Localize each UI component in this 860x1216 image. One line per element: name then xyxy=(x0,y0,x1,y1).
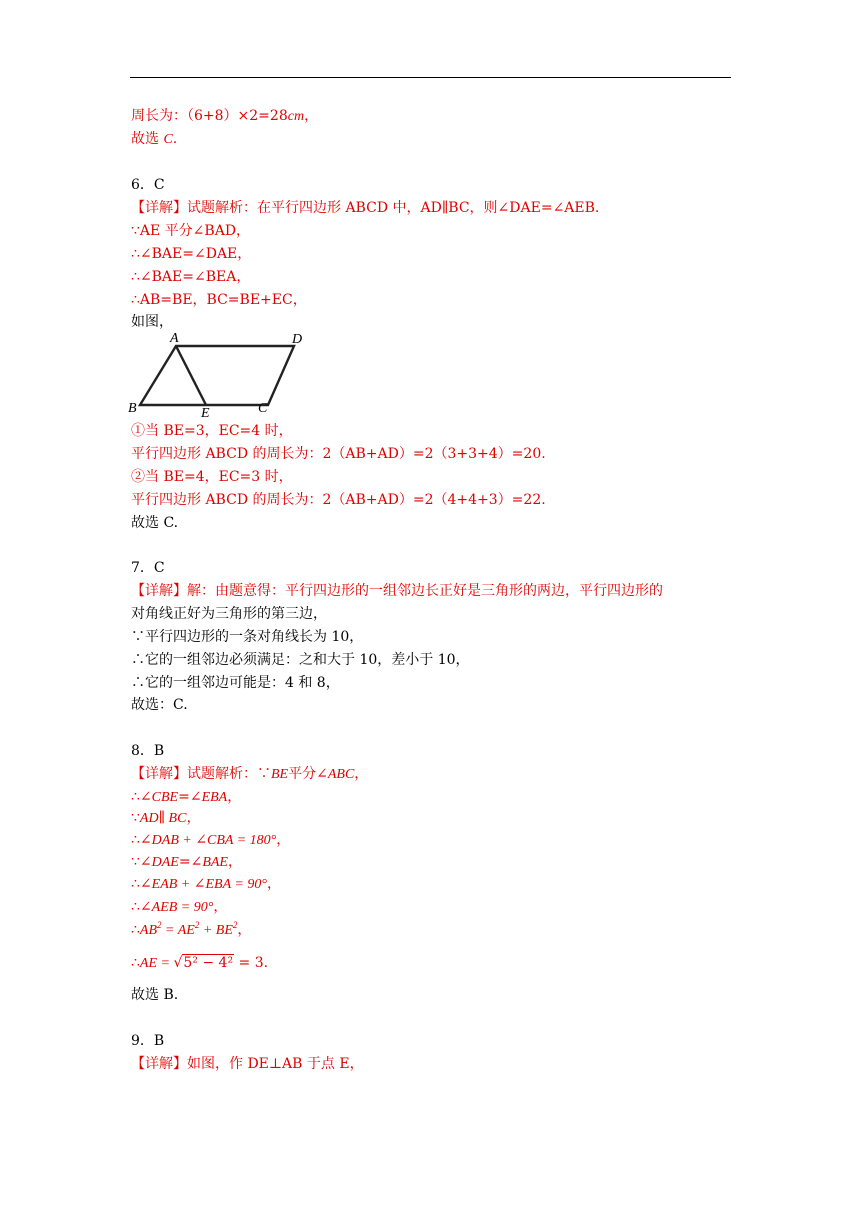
q5-answer-line: 故选 C. xyxy=(131,131,178,147)
q7-line-3: ∵平行四边形的一条对角线长为 10， xyxy=(131,629,364,645)
header-rule xyxy=(130,77,731,78)
q8-header: 8．B xyxy=(131,743,165,759)
label-a: A xyxy=(170,331,179,346)
sqrt-radicand: 5² − 4² xyxy=(183,955,234,971)
q7-line-2: 对角线正好为三角形的第三边， xyxy=(131,606,327,622)
q6-line-8: 平行四边形 ABCD 的周长为：2（AB+AD）=2（3+3+4）=20. xyxy=(131,446,546,462)
q6-line-10: 平行四边形 ABCD 的周长为：2（AB+AD）=2（4+4+3）=22. xyxy=(131,492,546,508)
q6-line-9: ②当 BE=4，EC=3 时， xyxy=(131,469,293,485)
q9-line-1: 【详解】如图，作 DE⊥AB 于点 E， xyxy=(131,1056,364,1072)
q7-line-4: ∴它的一组邻边必须满足：之和大于 10，差小于 10， xyxy=(131,652,470,668)
label-d: D xyxy=(292,332,303,347)
q6-line-1: 【详解】试题解析：在平行四边形 ABCD 中，AD∥BC，则∠DAE=∠AEB. xyxy=(131,200,600,216)
q8-line-5: ∵∠DAE=∠BAE， xyxy=(131,854,242,870)
q8-line-6: ∴∠EAB + ∠EBA = 90°， xyxy=(131,876,281,892)
detail-tag: 【详解】 xyxy=(131,1056,187,1072)
q8-line-9: ∴AE = √5² − 4² = 3. xyxy=(131,955,269,971)
q8-line-7: ∴∠AEB = 90°， xyxy=(131,899,228,915)
label-e: E xyxy=(201,406,210,418)
q8-line-3: ∵AD∥ BC， xyxy=(131,810,201,826)
detail-tag: 【详解】 xyxy=(131,200,187,216)
q7-line-6: 故选：C. xyxy=(131,697,188,713)
q8-line-2: ∴∠CBE=∠EBA， xyxy=(131,789,242,805)
q8-line-1: 【详解】试题解析：∵BE平分∠ABC， xyxy=(131,766,369,782)
q9-header: 9．B xyxy=(131,1033,165,1049)
detail-tag: 【详解】 xyxy=(131,583,187,599)
detail-tag: 【详解】 xyxy=(131,766,187,782)
q6-header: 6．C xyxy=(131,177,165,193)
q6-line-7: ①当 BE=3，EC=4 时， xyxy=(131,423,293,439)
label-c: C xyxy=(258,401,268,416)
q6-line-11: 故选 C. xyxy=(131,515,179,531)
q6-line-4: ∴∠BAE=∠BEA， xyxy=(131,269,251,285)
q7-line-5: ∴它的一组邻边可能是：4 和 8， xyxy=(131,675,340,691)
q6-line-5: ∴AB=BE，BC=BE+EC， xyxy=(131,292,307,308)
q8-line-10: 故选 B. xyxy=(131,987,179,1003)
q8-line-4: ∴∠DAB + ∠CBA = 180°， xyxy=(131,832,291,848)
q7-header: 7．C xyxy=(131,560,165,576)
parallelogram-figure xyxy=(126,330,312,418)
bisector-ae xyxy=(176,346,206,405)
q7-line-1: 【详解】解：由题意得：平行四边形的一组邻边长正好是三角形的两边，平行四边形的 xyxy=(131,583,663,599)
q6-line-2: ∵AE 平分∠BAD， xyxy=(131,223,251,239)
q8-line-8: $\therefore AB^2 = AE^2 + BE^2$， xyxy=(131,920,252,938)
q6-line-3: ∴∠BAE=∠DAE， xyxy=(131,246,252,262)
parallelogram-outline xyxy=(140,346,294,405)
sqrt-sign: √ xyxy=(173,955,183,971)
label-b: B xyxy=(128,401,137,416)
q6-line-6: 如图， xyxy=(131,314,173,330)
q5-perimeter-line: 周长为：（6+8）×2=28cm， xyxy=(131,108,319,124)
